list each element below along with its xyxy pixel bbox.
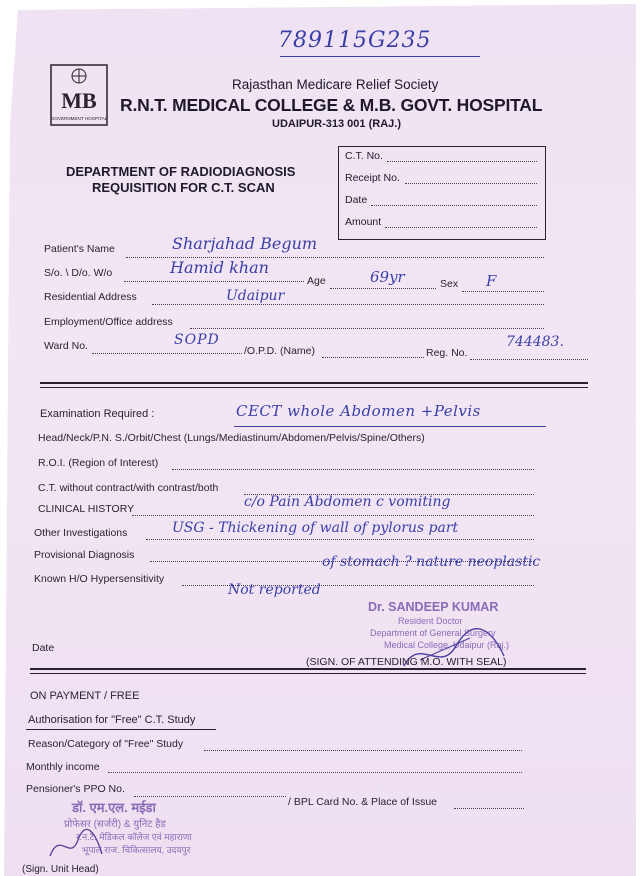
patient-name-value: Sharjahad Begum — [172, 234, 318, 253]
provisional-diagnosis-label: Provisional Diagnosis — [34, 549, 135, 561]
divider-bottom-1 — [30, 668, 586, 670]
hypersensitivity-label: Known H/O Hypersensitivity — [34, 573, 165, 585]
doctor-stamp-line1: Resident Doctor — [398, 616, 463, 626]
reg-no-field[interactable] — [470, 359, 588, 360]
amount-field[interactable] — [385, 227, 537, 228]
ct-date-field[interactable] — [371, 205, 537, 206]
unit-head-stamp-name: डॉ. एम.एल. मईडा — [72, 800, 156, 815]
other-investigations-label: Other Investigations — [34, 527, 128, 539]
doctor-stamp-name: Dr. SANDEEP KUMAR — [368, 600, 499, 614]
doctor-stamp-line3: Medical College, Udaipur (Raj.) — [384, 640, 510, 650]
top-handwritten-number: 789115G235 — [278, 28, 432, 53]
requisition-title: REQUISITION FOR C.T. SCAN — [92, 180, 275, 195]
amount-label: Amount — [345, 216, 382, 228]
address-label: Residential Address — [44, 291, 137, 303]
sign-attending-label: (SIGN. OF ATTENDING M.O. WITH SEAL) — [306, 656, 507, 668]
clinical-history-value: c/o Pain Abdomen c vomiting — [244, 494, 451, 510]
ct-office-box — [338, 146, 546, 240]
monthly-income-field[interactable] — [108, 772, 522, 773]
unit-head-signature-icon — [46, 826, 106, 866]
ward-label: Ward No. — [44, 340, 88, 352]
sex-label: Sex — [440, 278, 459, 290]
regions-line: Head/Neck/P.N. S./Orbit/Chest (Lungs/Mediastinum/Abdomen/Pelvis/Spine/Others) — [38, 432, 425, 444]
bpl-card-label: / BPL Card No. & Place of Issue — [288, 796, 438, 808]
sex-field[interactable] — [462, 291, 544, 292]
hospital-logo-icon — [50, 64, 108, 126]
divider-top-2 — [40, 387, 588, 388]
hospital-city: UDAIPUR-313 001 (RAJ.) — [272, 118, 401, 130]
employment-label: Employment/Office address — [44, 316, 173, 328]
payment-heading: ON PAYMENT / FREE — [30, 690, 140, 702]
opd-label: /O.P.D. (Name) — [244, 345, 315, 357]
age-field[interactable] — [330, 288, 436, 289]
clinical-history-field[interactable] — [132, 515, 534, 516]
ct-date-label: Date — [345, 194, 368, 206]
logo-letters: MB — [61, 88, 97, 113]
ct-no-label: C.T. No. — [345, 150, 383, 162]
address-value: Udaipur — [226, 288, 285, 304]
reg-no-value: 744483. — [506, 334, 564, 350]
hypersensitivity-value: Not reported — [228, 582, 321, 598]
divider-bottom-2 — [30, 673, 586, 674]
age-value: 69yr — [370, 268, 405, 286]
sex-value: F — [486, 272, 497, 290]
free-reason-label: Reason/Category of "Free" Study — [28, 738, 184, 750]
ppo-no-label: Pensioner's PPO No. — [26, 783, 125, 795]
unit-head-stamp-line3: भूपाल राज. चिकित्सालय, उदयपुर — [82, 845, 191, 855]
ward-field[interactable] — [92, 353, 242, 354]
society-name: Rajasthan Medicare Relief Society — [232, 77, 439, 92]
other-investigations-field[interactable] — [146, 539, 534, 540]
authorisation-heading: Authorisation for "Free" C.T. Study — [28, 714, 196, 726]
receipt-no-field[interactable] — [405, 183, 537, 184]
age-label: Age — [307, 275, 326, 287]
exam-required-label: Examination Required : — [40, 408, 155, 420]
ct-no-field[interactable] — [387, 161, 537, 162]
contrast-label: C.T. without contract/with contrast/both — [38, 482, 219, 494]
logo-caption: GOVERNMENT HOSPITAL — [50, 116, 108, 121]
department-title: DEPARTMENT OF RADIODIAGNOSIS — [66, 164, 296, 179]
roi-field[interactable] — [172, 469, 534, 470]
ward-value: SOPD — [174, 332, 220, 348]
bpl-card-field[interactable] — [454, 808, 524, 809]
reg-no-label: Reg. No. — [426, 347, 468, 359]
opd-field[interactable] — [322, 357, 424, 358]
relation-value: Hamid khan — [170, 258, 269, 277]
date-label: Date — [32, 642, 55, 654]
exam-required-value: CECT whole Abdomen +Pelvis — [236, 402, 481, 420]
exam-required-underline — [234, 426, 546, 427]
unit-head-stamp-line1: प्रोफेसर (सर्जरी) & युनिट हैड — [64, 819, 166, 830]
doctor-stamp-line2: Department of General Surgery — [370, 628, 496, 638]
relation-field[interactable] — [124, 281, 304, 282]
relation-label: S/o. \ D/o. W/o — [44, 267, 113, 279]
ppo-no-field[interactable] — [134, 796, 286, 797]
other-investigations-value: USG - Thickening of wall of pylorus part — [172, 520, 459, 536]
employment-field[interactable] — [190, 328, 544, 329]
monthly-income-label: Monthly income — [26, 761, 100, 773]
free-reason-field[interactable] — [204, 750, 522, 751]
address-field[interactable] — [152, 304, 544, 305]
divider-top-1 — [40, 382, 588, 384]
unit-head-sign-label: (Sign. Unit Head) — [22, 864, 99, 875]
provisional-diagnosis-value: of stomach ? nature neoplastic — [322, 554, 541, 570]
clinical-history-label: CLINICAL HISTORY — [38, 503, 135, 515]
receipt-no-label: Receipt No. — [345, 172, 400, 184]
patient-name-label: Patient's Name — [44, 243, 115, 255]
unit-head-stamp-line2: र.न.टै. मेडिकल कॉलेज एवं महाराणा — [76, 832, 192, 842]
roi-label: R.O.I. (Region of Interest) — [38, 457, 159, 469]
top-number-underline — [280, 56, 480, 57]
authorisation-underline — [26, 729, 216, 730]
hospital-name: R.N.T. MEDICAL COLLEGE & M.B. GOVT. HOSPITAL — [120, 95, 543, 115]
